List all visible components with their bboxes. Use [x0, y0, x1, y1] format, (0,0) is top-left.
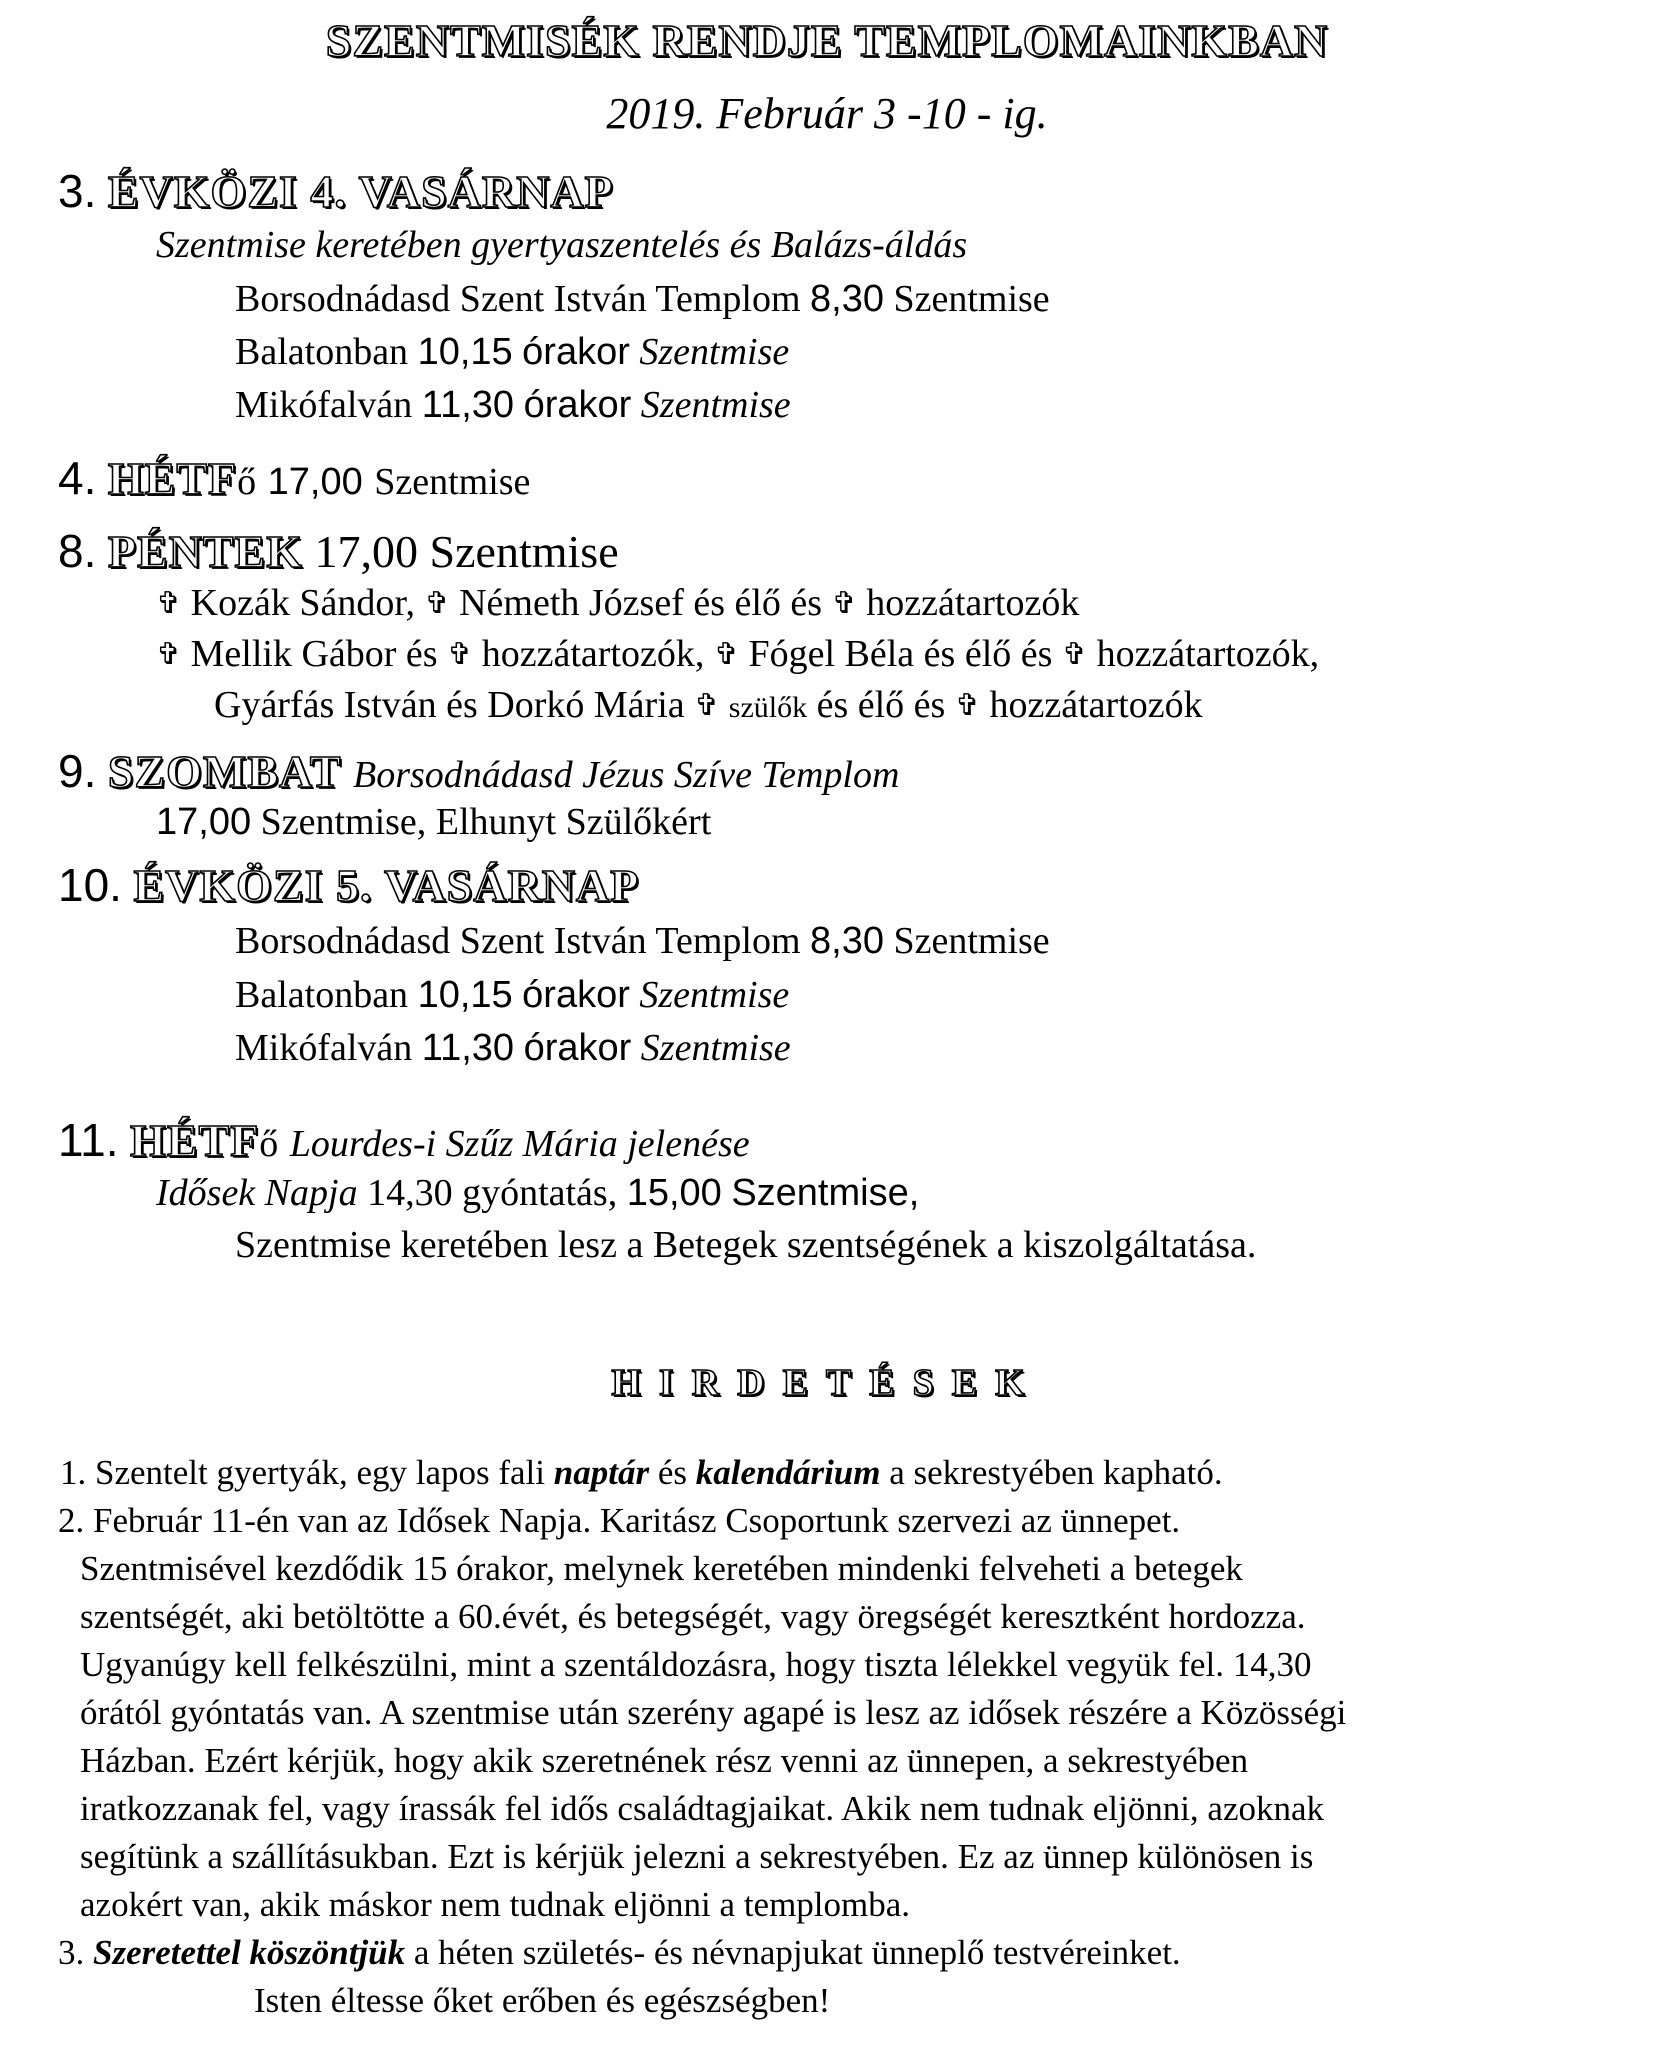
- mass-place: Balatonban: [235, 331, 409, 373]
- ann-text: a sekrestyében kapható.: [880, 1453, 1223, 1492]
- cross-icon: ✞: [713, 637, 739, 672]
- intention-text: hozzátartozók: [866, 582, 1080, 624]
- cross-icon: ✞: [447, 637, 473, 672]
- mass-label: Szentmise: [893, 920, 1050, 962]
- mass-line: [235, 333, 789, 371]
- mass-place: Mikófalván: [235, 384, 413, 426]
- day-3-heading: [58, 165, 614, 217]
- closing-blessing: Isten éltesse őket erőben és egészségben!: [254, 1981, 831, 2020]
- announcement-2-line: iratkozzanak fel, vagy írassák fel idős családtagjaikat. Akik nem tudnak eljönni, azoknak: [80, 1789, 1325, 1828]
- day-11-note: Szentmise keretében lesz a Betegek szentségének a kiszolgáltatása.: [235, 1224, 1257, 1266]
- intention-text: Gyárfás István és Dorkó Mária: [214, 684, 685, 726]
- day-number: 8.: [58, 525, 97, 577]
- intention-text: és élő és: [816, 684, 946, 726]
- ann-text: a héten születés- és névnapjukat ünneplő testvéreinket.: [405, 1933, 1181, 1972]
- mass-time: 17,00: [156, 801, 252, 843]
- day-3-note: Szentmise keretében gyertyaszentelés és Balázs-áldás: [156, 224, 968, 266]
- intention-text: Kozák Sándor,: [190, 582, 415, 624]
- day-name: ÉVKÖZI 4. VASÁRNAP: [107, 166, 614, 217]
- mass-time: 10,15: [417, 974, 513, 1016]
- mass-time: 15,00: [626, 1172, 722, 1214]
- confession-time: 14,30 gyóntatás,: [367, 1172, 618, 1214]
- feast-name: Lourdes-i Szűz Mária jelenése: [289, 1123, 750, 1165]
- intention-text: Mellik Gábor és: [190, 633, 438, 675]
- cross-icon: ✞: [954, 688, 980, 723]
- page-title: SZENTMISÉK RENDJE TEMPLOMAINKBAN: [325, 15, 1329, 66]
- mass-time: 8,30: [810, 920, 884, 962]
- intention-text: Fógel Béla és élő és: [748, 633, 1053, 675]
- day-11-event: [156, 1174, 919, 1212]
- event-name: Idősek Napja: [156, 1172, 358, 1214]
- church-name: Borsodnádasd Jézus Szíve Templom: [353, 754, 900, 796]
- announcement-2-line: Szentmisével kezdődik 15 órakor, melynek keretében mindenki felveheti a betegek: [80, 1549, 1243, 1588]
- announcement-2-line: Ugyanúgy kell felkészülni, mint a szentáldozásra, hogy tiszta lélekkel vegyük fel. 14,30: [80, 1645, 1312, 1684]
- announcements-heading: HIRDETÉSEK: [611, 1362, 1043, 1404]
- day-11-heading: [58, 1114, 750, 1166]
- cross-icon: ✞: [1061, 637, 1088, 672]
- mass-line: [235, 386, 791, 424]
- mass-label: Szentmise: [640, 384, 791, 426]
- day-number: 10.: [58, 859, 122, 911]
- mass-time: 11,30: [421, 384, 515, 426]
- mass-label: Szentmise: [429, 526, 619, 577]
- mass-place: Mikófalván: [235, 1027, 413, 1069]
- mass-place: Balatonban: [235, 974, 409, 1016]
- mass-place: Borsodnádasd Szent István Templom: [235, 278, 801, 320]
- day-name: HÉTF: [130, 1115, 260, 1166]
- mass-line: [235, 922, 1050, 960]
- mass-suffix: órakor: [523, 1027, 632, 1069]
- intention-line: [214, 686, 1203, 724]
- mass-label: Szentmise: [639, 331, 790, 373]
- announcement-2-line: segítünk a szállításukban. Ezt is kérjük jelezni a sekrestyében. Ez az ünnep különösen is: [80, 1837, 1314, 1876]
- mass-detail: Szentmise, Elhunyt Szülőkért: [260, 801, 712, 843]
- day-name: PÉNTEK: [107, 526, 304, 577]
- mass-line: [235, 1029, 791, 1067]
- day-4-heading: [58, 452, 531, 504]
- day-name-tail: ő: [259, 1123, 279, 1165]
- cross-icon: ✞: [424, 586, 450, 621]
- ann-emphasis: naptár: [553, 1453, 650, 1492]
- mass-line: [235, 280, 1050, 318]
- cross-icon: ✞: [694, 688, 720, 723]
- announcement-2-line: azokért van, akik máskor nem tudnak eljönni a templomba.: [80, 1885, 911, 1924]
- cross-icon: ✞: [831, 586, 857, 621]
- announcement-2-line: szentségét, aki betöltötte a 60.évét, és betegségét, vagy öregségét keresztként hordozza.: [80, 1597, 1306, 1636]
- day-name: HÉTF: [107, 453, 238, 504]
- intention-text: hozzátartozók,: [481, 633, 705, 675]
- mass-time: 11,30: [421, 1027, 515, 1069]
- mass-time: 8,30: [810, 278, 884, 320]
- mass-label: Szentmise: [374, 461, 531, 503]
- mass-suffix: órakor: [522, 331, 630, 373]
- day-number: 4.: [58, 452, 97, 504]
- day-9-heading: [58, 745, 900, 797]
- mass-time: 17,00: [314, 526, 419, 577]
- day-10-heading: [58, 859, 640, 911]
- day-name: SZOMBAT: [107, 746, 342, 797]
- mass-time: 10,15: [417, 331, 513, 373]
- day-8-heading: [58, 525, 619, 577]
- intention-text: Németh József és élő és: [459, 582, 823, 624]
- day-name: ÉVKÖZI 5. VASÁRNAP: [133, 860, 640, 911]
- ann-text: 1. Szentelt gyertyák, egy lapos fali: [60, 1453, 554, 1492]
- announcement-2-line: órától gyóntatás van. A szentmise után szerény agapé is lesz az idősek részére a Közösségi: [80, 1693, 1347, 1732]
- mass-suffix: órakor: [522, 974, 630, 1016]
- mass-label: Szentmise: [639, 974, 790, 1016]
- announcement-2-line: 2. Február 11-én van az Idősek Napja. Karitász Csoportunk szervezi az ünnepet.: [58, 1501, 1181, 1540]
- day-9-mass: [156, 803, 711, 841]
- announcement-1: [60, 1455, 1223, 1490]
- cross-icon: ✞: [156, 637, 182, 672]
- day-number: 9.: [58, 745, 97, 797]
- mass-label: Szentmise,: [731, 1172, 920, 1214]
- day-number: 3.: [58, 165, 97, 217]
- ann-text: és: [649, 1453, 696, 1492]
- intention-text: hozzátartozók: [989, 684, 1203, 726]
- announcement-2-line: Házban. Ezért kérjük, hogy akik szeretnének rész venni az ünnepen, a sekrestyében: [80, 1741, 1249, 1780]
- intention-line: [156, 635, 1319, 673]
- ann-text: 3.: [58, 1933, 93, 1972]
- mass-time: 17,00: [267, 461, 363, 503]
- intention-line: [156, 584, 1079, 622]
- ann-emphasis: kalendárium: [695, 1453, 881, 1492]
- date-range: 2019. Február 3 -10 - ig.: [606, 89, 1048, 138]
- intention-text: hozzátartozók,: [1096, 633, 1320, 675]
- ann-emphasis: Szeretettel köszöntjük: [93, 1933, 406, 1972]
- day-number: 11.: [58, 1114, 119, 1166]
- mass-label: Szentmise: [640, 1027, 791, 1069]
- intention-text: szülők: [728, 691, 808, 724]
- mass-suffix: órakor: [523, 384, 632, 426]
- day-name-tail: ő: [237, 461, 257, 503]
- cross-icon: ✞: [156, 586, 182, 621]
- announcement-3: [58, 1935, 1181, 1970]
- mass-label: Szentmise: [893, 278, 1050, 320]
- mass-line: [235, 976, 789, 1014]
- mass-place: Borsodnádasd Szent István Templom: [235, 920, 801, 962]
